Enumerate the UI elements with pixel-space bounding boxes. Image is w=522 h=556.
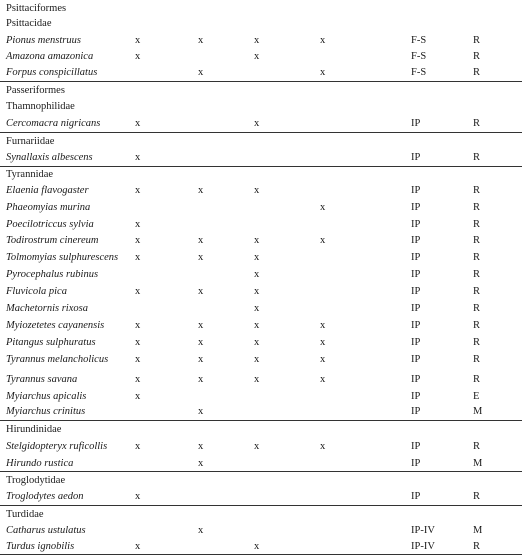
presence-mark: x — [254, 51, 260, 62]
presence-mark: x — [254, 441, 260, 452]
status-code: R — [473, 152, 481, 163]
status-code: R — [473, 235, 481, 246]
table-row — [0, 48, 522, 65]
presence-mark: x — [135, 354, 141, 365]
presence-mark: x — [135, 51, 141, 62]
guild-code: IP-IV — [411, 525, 435, 536]
presence-mark: x — [135, 152, 141, 163]
presence-mark: x — [254, 374, 260, 385]
status-code: R — [473, 67, 481, 78]
presence-mark: x — [135, 219, 141, 230]
presence-mark: x — [135, 374, 141, 385]
guild-code: IP — [411, 337, 421, 348]
presence-mark: x — [198, 441, 204, 452]
table-row — [0, 334, 522, 351]
species-name: Amazona amazonica — [6, 51, 94, 62]
species-name: Pionus menstruus — [6, 35, 81, 46]
table-row — [0, 488, 522, 505]
species-name: Pitangus sulphuratus — [6, 337, 96, 348]
table-row — [0, 300, 522, 317]
table-row — [0, 266, 522, 283]
species-name: Hirundo rustica — [6, 458, 74, 469]
species-name: Tyrannus savana — [6, 374, 78, 385]
table-row — [0, 351, 522, 368]
presence-mark: x — [254, 320, 260, 331]
status-code: R — [473, 337, 481, 348]
guild-code: F-S — [411, 35, 427, 46]
guild-code: IP — [411, 252, 421, 263]
group-label: Passeriformes — [6, 85, 65, 96]
species-name: Pyrocephalus rubinus — [6, 269, 99, 280]
presence-mark: x — [135, 35, 141, 46]
species-name: Catharus ustulatus — [6, 525, 86, 536]
group-label: Furnariidae — [6, 136, 55, 147]
status-code: M — [473, 525, 483, 536]
presence-mark: x — [320, 35, 326, 46]
species-name: Turdus ignobilis — [6, 541, 75, 552]
table-row — [0, 472, 522, 489]
table-row — [0, 32, 522, 49]
table-row — [0, 249, 522, 266]
presence-mark: x — [135, 491, 141, 502]
presence-mark: x — [198, 374, 204, 385]
group-label: Troglodytidae — [6, 475, 66, 486]
table-row — [0, 438, 522, 455]
guild-code: IP — [411, 286, 421, 297]
presence-mark: x — [135, 118, 141, 129]
table-row — [0, 115, 522, 132]
species-name: Myiozetetes cayanensis — [6, 320, 105, 331]
status-code: R — [473, 354, 481, 365]
status-code: R — [473, 374, 481, 385]
status-code: R — [473, 441, 481, 452]
presence-mark: x — [254, 541, 260, 552]
group-label: Turdidae — [6, 509, 44, 520]
table-row — [0, 403, 522, 420]
presence-mark: x — [198, 406, 204, 417]
presence-mark: x — [135, 286, 141, 297]
guild-code: IP — [411, 118, 421, 129]
guild-code: IP — [411, 391, 421, 402]
presence-mark: x — [254, 269, 260, 280]
presence-mark: x — [320, 320, 326, 331]
species-name: Phaeomyias murina — [6, 202, 91, 213]
presence-mark: x — [198, 337, 204, 348]
presence-mark: x — [135, 320, 141, 331]
presence-mark: x — [135, 337, 141, 348]
guild-code: IP — [411, 320, 421, 331]
presence-mark: x — [320, 67, 326, 78]
species-name: Troglodytes aedon — [6, 491, 84, 502]
species-name: Myiarchus apicalis — [6, 391, 87, 402]
table-row — [0, 64, 522, 81]
table-row — [0, 421, 522, 438]
species-name: Tolmomyias sulphurescens — [6, 252, 119, 263]
guild-code: IP — [411, 219, 421, 230]
table-row — [0, 371, 522, 388]
species-name: Todirostrum cinereum — [6, 235, 99, 246]
group-label: Hirundinidae — [6, 424, 62, 435]
guild-code: IP — [411, 152, 421, 163]
presence-mark: x — [254, 354, 260, 365]
presence-mark: x — [254, 303, 260, 314]
presence-mark: x — [135, 391, 141, 402]
guild-code: IP — [411, 354, 421, 365]
presence-mark: x — [320, 374, 326, 385]
guild-code: IP — [411, 235, 421, 246]
presence-mark: x — [135, 235, 141, 246]
presence-mark: x — [320, 441, 326, 452]
species-name: Myiarchus crinitus — [6, 406, 86, 417]
status-code: R — [473, 219, 481, 230]
table-row — [0, 232, 522, 249]
species-name: Cercomacra nigricans — [6, 118, 101, 129]
presence-mark: x — [135, 541, 141, 552]
status-code: R — [473, 491, 481, 502]
presence-mark: x — [254, 35, 260, 46]
presence-mark: x — [135, 441, 141, 452]
guild-code: IP — [411, 269, 421, 280]
guild-code: IP — [411, 491, 421, 502]
species-name: Machetornis rixosa — [6, 303, 88, 314]
status-code: R — [473, 252, 481, 263]
table-row — [0, 199, 522, 216]
status-code: R — [473, 202, 481, 213]
presence-mark: x — [198, 354, 204, 365]
guild-code: IP — [411, 303, 421, 314]
status-code: R — [473, 320, 481, 331]
status-code: R — [473, 303, 481, 314]
guild-code: F-S — [411, 51, 427, 62]
presence-mark: x — [320, 235, 326, 246]
status-code: M — [473, 406, 483, 417]
status-code: R — [473, 541, 481, 552]
guild-code: IP — [411, 406, 421, 417]
presence-mark: x — [254, 118, 260, 129]
table-row — [0, 82, 522, 99]
table-bottom-rule — [0, 554, 522, 555]
table-row — [0, 149, 522, 166]
presence-mark: x — [198, 252, 204, 263]
table-row — [0, 133, 522, 150]
table-row — [0, 522, 522, 539]
status-code: R — [473, 286, 481, 297]
species-name: Elaenia flavogaster — [6, 185, 89, 196]
presence-mark: x — [198, 525, 204, 536]
species-name: Fluvicola pica — [6, 286, 67, 297]
table-row — [0, 455, 522, 472]
guild-code: IP — [411, 441, 421, 452]
species-name: Forpus conspicillatus — [6, 67, 98, 78]
presence-mark: x — [320, 337, 326, 348]
guild-code: IP — [411, 374, 421, 385]
table-row — [0, 506, 522, 523]
presence-mark: x — [135, 252, 141, 263]
species-name: Tyrannus melancholicus — [6, 354, 109, 365]
species-name: Synallaxis albescens — [6, 152, 93, 163]
presence-mark: x — [320, 354, 326, 365]
table-row — [0, 15, 522, 32]
presence-mark: x — [320, 202, 326, 213]
status-code: R — [473, 269, 481, 280]
table-row — [0, 317, 522, 334]
group-label: Psittaciformes — [6, 3, 67, 14]
guild-code: F-S — [411, 67, 427, 78]
presence-mark: x — [198, 235, 204, 246]
table-row — [0, 538, 522, 555]
group-label: Psittacidae — [6, 18, 52, 29]
presence-mark: x — [254, 252, 260, 263]
presence-mark: x — [198, 67, 204, 78]
group-label: Thamnophilidae — [6, 101, 75, 112]
group-label: Tyrannidae — [6, 169, 54, 180]
presence-mark: x — [254, 185, 260, 196]
presence-mark: x — [198, 320, 204, 331]
presence-mark: x — [254, 337, 260, 348]
presence-mark: x — [198, 458, 204, 469]
table-row — [0, 166, 522, 183]
presence-mark: x — [135, 185, 141, 196]
presence-mark: x — [198, 286, 204, 297]
presence-mark: x — [254, 286, 260, 297]
table-row — [0, 216, 522, 233]
status-code: E — [473, 391, 480, 402]
guild-code: IP-IV — [411, 541, 435, 552]
status-code: R — [473, 185, 481, 196]
status-code: M — [473, 458, 483, 469]
guild-code: IP — [411, 202, 421, 213]
species-name: Poecilotriccus sylvia — [6, 219, 94, 230]
table-row — [0, 283, 522, 300]
status-code: R — [473, 51, 481, 62]
table-row — [0, 182, 522, 199]
status-code: R — [473, 35, 481, 46]
table-row — [0, 98, 522, 115]
presence-mark: x — [198, 185, 204, 196]
status-code: R — [473, 118, 481, 129]
guild-code: IP — [411, 458, 421, 469]
presence-mark: x — [198, 35, 204, 46]
guild-code: IP — [411, 185, 421, 196]
species-name: Stelgidopteryx ruficollis — [6, 441, 108, 452]
presence-mark: x — [254, 235, 260, 246]
